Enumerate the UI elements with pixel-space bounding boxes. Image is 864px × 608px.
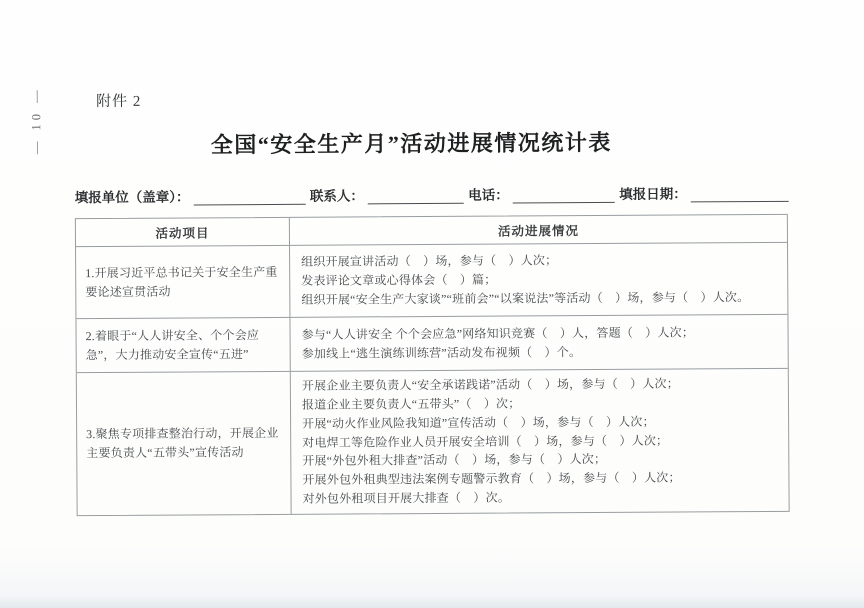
contact-person-blank (368, 189, 464, 205)
progress-line: 组织开展“安全生产大家谈”“班前会”“以案说法”等活动（ ）场，参与（ ）人次。 (301, 290, 750, 307)
progress-line: 参与“人人讲安全 个个会应急”网络知识竞赛（ ）人，答题（ ）人次； (301, 324, 695, 342)
phone-blank (513, 188, 615, 204)
page-number: — 10 — (29, 86, 44, 155)
progress-line: 参加线上“逃生演练训练营”活动发布视频（ ）个。 (301, 344, 582, 361)
phone-label: 电话： (468, 187, 509, 203)
attachment-label: 附件 2 (96, 93, 142, 111)
table-row-2-item: 2.着眼于“人人讲安全、个个会应急”，大力推动安全宣传“五进” (76, 318, 290, 373)
phone-field (468, 183, 615, 204)
progress-line: 开展外包外租典型违法案例专题警示教育（ ）场，参与（ ）人次； (302, 470, 681, 488)
reporting-unit-field (75, 185, 306, 206)
report-date-field (619, 182, 789, 203)
statistics-table (75, 214, 790, 516)
table-row-3-item: 3.聚焦专项排查整治行动，开展企业主要负责人“五带头”宣传活动 (77, 372, 292, 515)
report-date-blank (691, 187, 789, 203)
progress-line: 开展“动火作业风险我知道”宣传活动（ ）场，参与（ ）人次； (302, 414, 655, 431)
form-header-line (75, 182, 789, 206)
progress-line: 发表评论文章或心得体会（ ）篇； (301, 272, 497, 288)
table-row-1-item: 1.开展习近平总书记关于安全生产重要论述宣贯活动 (76, 246, 290, 319)
table-row-3-progress (291, 369, 789, 514)
reporting-unit-label: 填报单位（盖章）： (74, 189, 190, 206)
progress-line: 对外包外租项目开展大排查（ ）次。 (302, 490, 511, 507)
progress-line: 开展企业主要负责人“安全承诺践诺”活动（ ）场，参与（ ）人次； (301, 376, 679, 393)
report-date-label: 填报日期： (619, 186, 687, 202)
progress-line: 开展“外包外租大排查”活动（ ）场，参与（ ）人次； (302, 452, 607, 469)
progress-line: 对电焊工等危险作业人员开展安全培训（ ）场，参与（ ）人次； (302, 433, 669, 450)
column-header-activity-progress: 活动进展情况 (290, 215, 787, 246)
page-title: 全国“安全生产月”活动进展情况统计表 (210, 129, 612, 158)
reporting-unit-blank (193, 190, 305, 206)
contact-person-label: 联系人： (309, 188, 364, 204)
table-row-2-progress (290, 315, 787, 372)
table-row-1-progress (290, 243, 787, 318)
column-header-activity-item: 活动项目 (76, 218, 290, 247)
progress-line: 报道企业主要负责人“五带头”（ ）次； (301, 396, 521, 412)
progress-line: 组织开展宣讲活动（ ）场，参与（ ）人次； (301, 253, 558, 269)
contact-person-field (310, 184, 464, 205)
